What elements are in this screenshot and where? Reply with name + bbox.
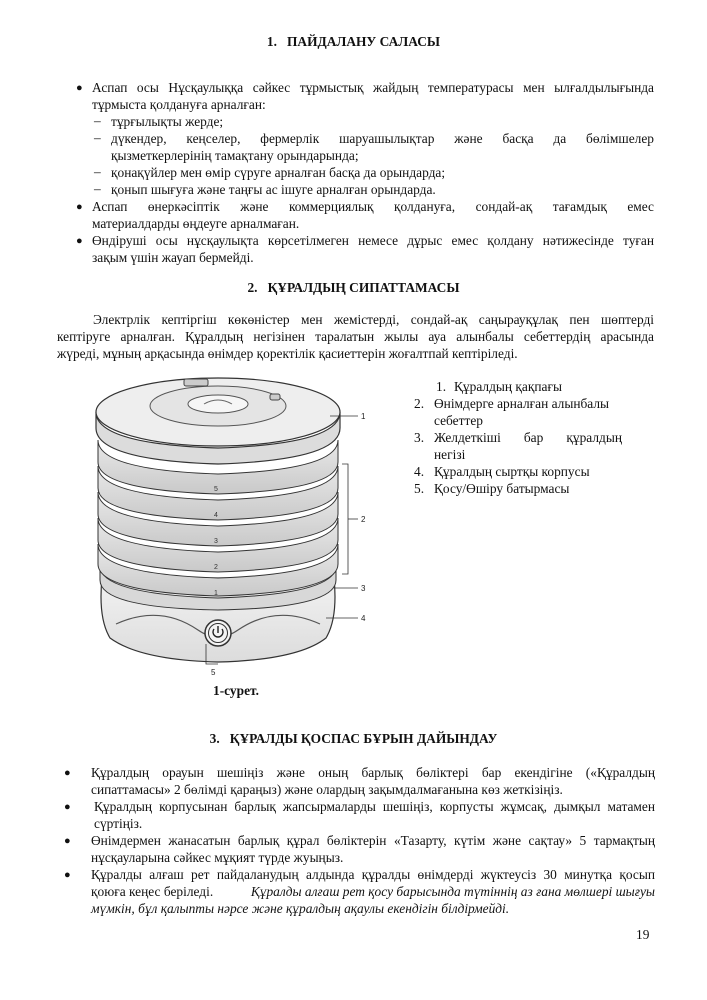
- callout-label: 2: [361, 515, 366, 524]
- section-number: 1.: [266, 34, 277, 49]
- s3-bullet-4-line-2-normal: қоюға кеңес беріледі.: [91, 884, 214, 899]
- bullet-icon: ●: [64, 801, 71, 813]
- s1-bullet-2-line-1: Аспап өнеркәсіптік және коммерциялық қолдануға, сондай-ақ тағамдық емес: [92, 199, 654, 214]
- bullet-icon: ●: [76, 82, 83, 94]
- callout-label: 5: [211, 668, 216, 677]
- s2-paragraph-line-1: Электрлік кептіргіш көкөністер мен жемістерді, сондай-ақ саңырауқұлақ пен шөптерді: [93, 312, 654, 327]
- legend-number: 5.: [414, 481, 425, 496]
- dash-icon: –: [94, 113, 101, 128]
- s3-bullet-2-line-1: Құралдың корпусынан барлық жапсырмаларды шешіңіз, корпусты жұмсақ, дымқыл матамен: [94, 799, 655, 814]
- dash-icon: –: [94, 130, 101, 145]
- s1-bullet-3-line-1: Өндіруші осы нұсқаулықта көрсетілмеген немесе дұрыс емес қолдану нәтижесінде туған: [92, 233, 654, 248]
- tray-number: 2: [214, 564, 218, 571]
- s3-bullet-2-line-2: сүртіңіз.: [94, 816, 143, 831]
- legend-item-1: Құралдың қақпағы: [454, 379, 562, 394]
- legend-item-3: Желдеткіші бар құралдың: [434, 430, 622, 445]
- section-3-heading: [0, 731, 707, 747]
- figure-caption: 1-сурет.: [213, 683, 259, 698]
- section-title: ПАЙДАЛАНУ САЛАСЫ: [286, 34, 441, 49]
- section-number: 3.: [209, 731, 220, 746]
- bullet-icon: ●: [64, 869, 71, 881]
- s3-bullet-1-line-2: сипаттамасы» 2 бөлімді қараңыз) және олардың зақымдалмағанына көз жеткізіңіз.: [91, 782, 563, 797]
- s1-bullet-3-line-2: зақым үшін жауап бермейді.: [92, 250, 254, 265]
- s1-bullet-1-line-2: тұрмыста қолдануға арналған:: [92, 97, 266, 112]
- bullet-icon: ●: [64, 767, 71, 779]
- section-1-heading: [0, 34, 707, 50]
- dash-icon: –: [94, 181, 101, 196]
- page-number: 19: [636, 927, 650, 942]
- dehydrator-figure: [80, 368, 390, 680]
- s1-bullet-1-line-1: Аспап осы Нұсқаулыққа сәйкес тұрмыстық жайдың температурасы мен ылғалдылығында: [92, 80, 654, 95]
- s3-bullet-3-line-1: Өнімдермен жанасатын барлық құрал бөліктерін «Тазарту, күтім және сақтау» 5 тармақтың: [91, 833, 655, 848]
- legend-item-5: Қосу/Өшіру батырмасы: [434, 481, 570, 496]
- legend-item-4: Құралдың сыртқы корпусы: [434, 464, 590, 479]
- legend-number: 2.: [414, 396, 425, 411]
- s3-bullet-4-line-3: мүмкін, бұл қалыпты нәрсе және құралдың ақаулы екендігін білдірмейді.: [91, 901, 510, 916]
- s1-dash-4: қонып шығуға және таңғы ас ішуге арналған орындарда.: [111, 182, 436, 197]
- s2-paragraph-line-2: кептіруге арналған. Құралдың негізінен таралатын жылы ауа алынбалы себеттердің арасында: [57, 329, 654, 344]
- legend-item-2-cont: себеттер: [434, 413, 483, 428]
- s1-dash-1: тұрғылықты жерде;: [111, 114, 224, 129]
- tray-number: 1: [214, 590, 218, 597]
- tray-number: 5: [214, 486, 218, 493]
- callout-label: 3: [361, 584, 366, 593]
- legend-number: 1.: [436, 379, 447, 394]
- dash-icon: –: [94, 164, 101, 179]
- legend-number: 3.: [414, 430, 425, 445]
- s1-bullet-2-line-2: материалдарды өңдеуге арналмаған.: [92, 216, 300, 231]
- section-2-heading: [0, 280, 707, 296]
- bullet-icon: ●: [64, 835, 71, 847]
- tray-number: 3: [214, 538, 218, 545]
- bullet-icon: ●: [76, 201, 83, 213]
- bullet-icon: ●: [76, 235, 83, 247]
- s3-bullet-4-line-1: Құралды алғаш рет пайдаланудың алдында құралды өнімдерді жүктеусіз 30 минутқа қосып: [91, 867, 655, 882]
- s1-dash-3: қонақүйлер мен өмір сүруге арналған басқа да орындарда;: [111, 165, 446, 180]
- s1-dash-2-line-1: дүкендер, кеңселер, фермерлік шаруашылықтар және басқа да бөлімшелер: [111, 131, 654, 146]
- s3-bullet-4-line-2-italic: Құралды алғаш рет қосу барысында түтіннің аз ғана мөлшері шығуы: [250, 884, 655, 899]
- s2-paragraph-line-3: жүреді, мұның арқасында өнімдер қоректілік қасиеттерін жоғалтпай кептіріледі.: [57, 346, 518, 361]
- callout-label: 4: [361, 614, 366, 623]
- tray-number: 4: [214, 512, 218, 519]
- section-title: ҚҰРАЛДЫ ҚОСПАС БҰРЫН ДАЙЫНДАУ: [229, 731, 498, 746]
- legend-item-3-cont: негізі: [434, 447, 466, 462]
- section-title: ҚҰРАЛДЫҢ СИПАТТАМАСЫ: [267, 280, 460, 295]
- legend-number: 4.: [414, 464, 425, 479]
- section-number: 2.: [247, 280, 258, 295]
- s1-dash-2-line-2: қызметкерлерінің тамақтану орындарында;: [111, 148, 359, 163]
- callout-label: 1: [361, 412, 366, 421]
- s3-bullet-4-line-2: [91, 883, 655, 900]
- s3-bullet-1-line-1: Құралдың орауын шешіңіз және оның барлық бөліктері бар екендігіне («Құралдың: [91, 765, 655, 780]
- legend-item-2: Өнімдерге арналған алынбалы: [434, 396, 610, 411]
- s3-bullet-3-line-2: нұсқауларына сәйкес мұқият түрде жуыңыз.: [91, 850, 344, 865]
